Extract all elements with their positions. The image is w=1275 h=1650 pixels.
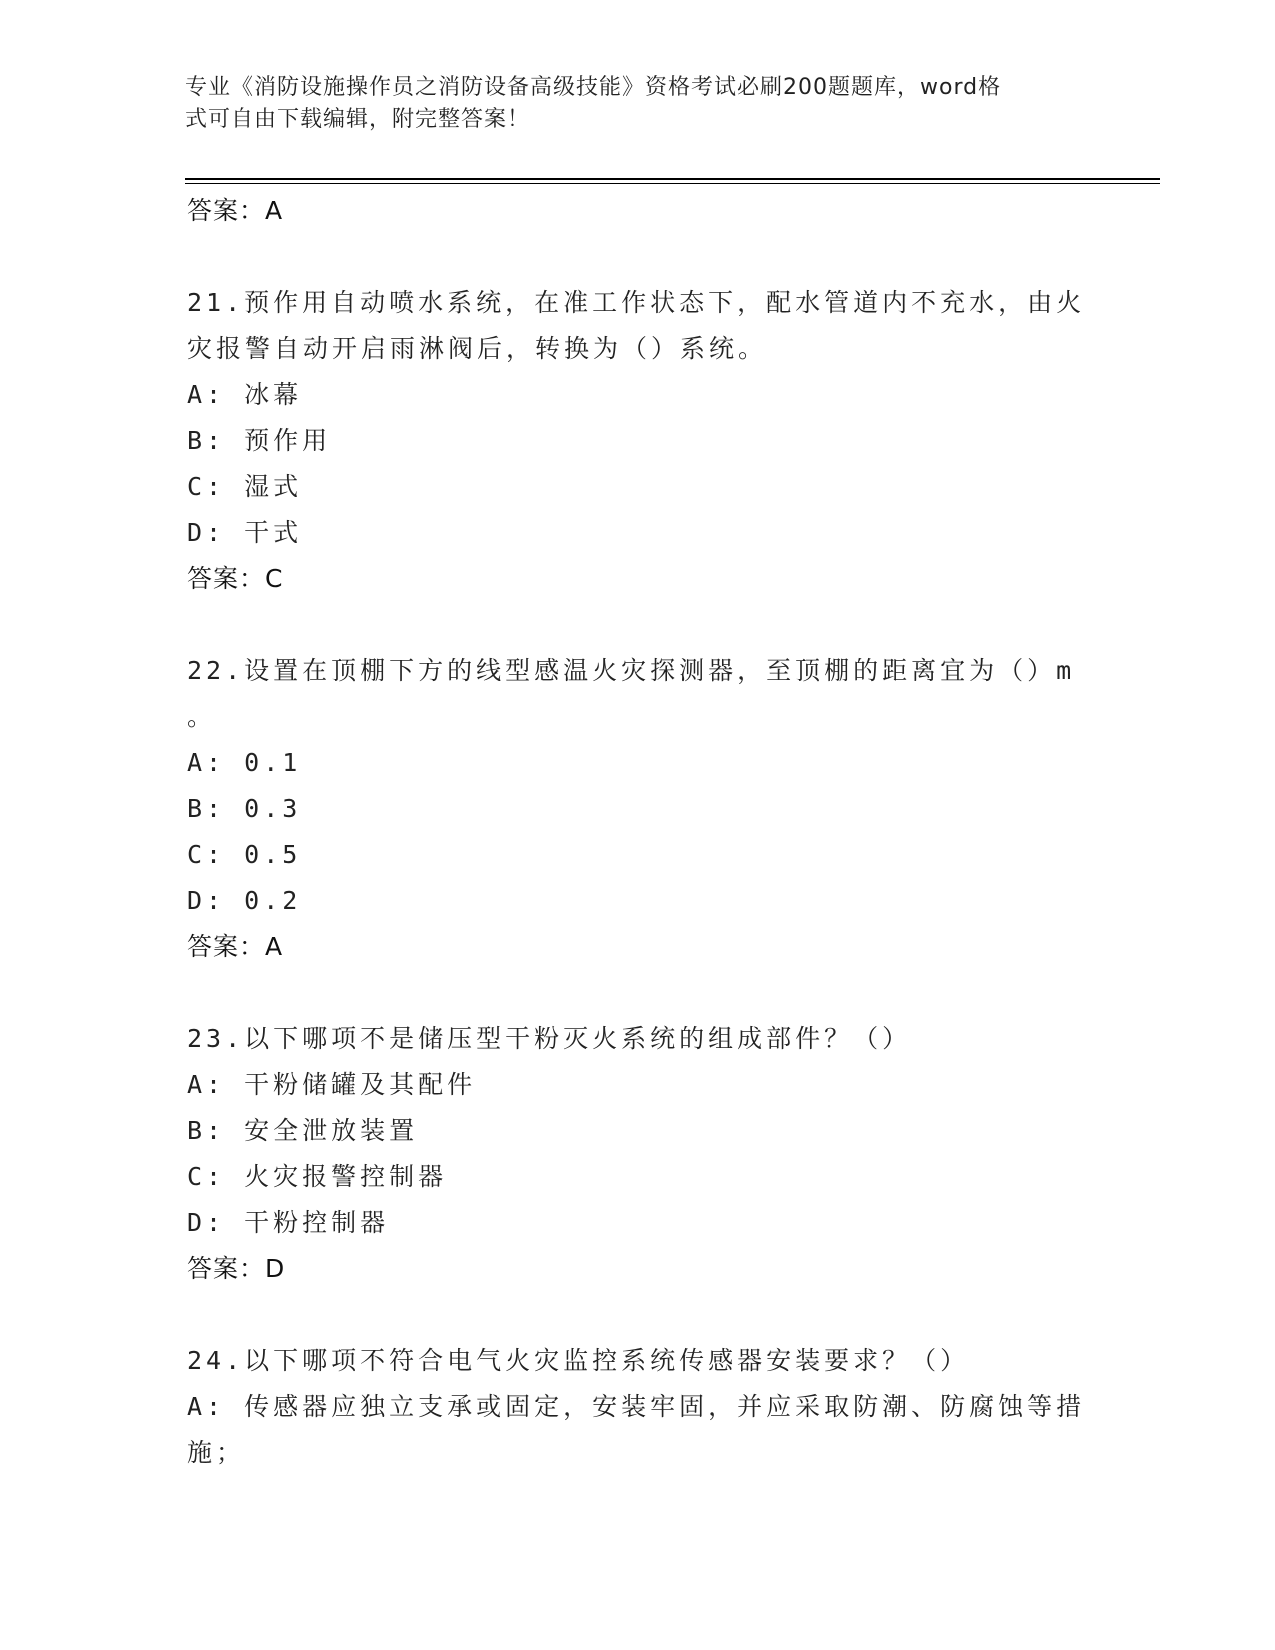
question-list <box>187 188 1087 1476</box>
question-text: 23.以下哪项不是储压型干粉灭火系统的组成部件？（） <box>187 1024 912 1053</box>
answer-line: 答案：C <box>187 564 284 593</box>
question-block <box>187 1016 1087 1292</box>
option-a: A: 传感器应独立支承或固定，安装牢固，并应采取防潮、防腐蚀等措 <box>187 1392 1086 1421</box>
option-a: A: 干粉储罐及其配件 <box>187 1070 477 1099</box>
option-d: D: 干粉控制器 <box>187 1208 390 1237</box>
option-b: B: 安全泄放装置 <box>187 1116 419 1145</box>
header-divider-thick <box>185 178 1160 180</box>
answer-line: 答案：A <box>187 932 284 961</box>
question-text: 21.预作用自动喷水系统，在准工作状态下，配水管道内不充水，由火 <box>187 288 1086 317</box>
question-text: 24.以下哪项不符合电气火灾监控系统传感器安装要求？（） <box>187 1346 970 1375</box>
option-d: D: 0.2 <box>187 886 302 915</box>
question-block <box>187 648 1087 970</box>
header-divider-thin <box>185 183 1160 184</box>
question-text: 22.设置在顶棚下方的线型感温火灾探测器，至顶棚的距离宜为（）m <box>187 656 1076 685</box>
answer-line: 答案：D <box>187 1254 286 1283</box>
option-a: A: 0.1 <box>187 748 302 777</box>
option-c: C: 湿式 <box>187 472 303 501</box>
option-a: A: 冰幕 <box>187 380 303 409</box>
option-c: C: 火灾报警控制器 <box>187 1162 448 1191</box>
option-a-continued: 施； <box>187 1438 246 1467</box>
question-text-continued: 灾报警自动开启雨淋阀后，转换为（）系统。 <box>187 334 768 363</box>
header-line-2: 式可自由下载编辑，附完整答案！ <box>185 107 531 132</box>
document-header <box>185 72 1065 136</box>
option-b: B: 0.3 <box>187 794 302 823</box>
answer-line: 答案：A <box>187 196 284 225</box>
question-block <box>187 280 1087 602</box>
option-d: D: 干式 <box>187 518 303 547</box>
header-line-1: 专业《消防设施操作员之消防设备高级技能》资格考试必刷200题题库，word格 <box>185 75 1002 100</box>
option-b: B: 预作用 <box>187 426 332 455</box>
option-c: C: 0.5 <box>187 840 302 869</box>
question-text-continued: 。 <box>187 702 217 731</box>
question-block <box>187 1338 1087 1476</box>
